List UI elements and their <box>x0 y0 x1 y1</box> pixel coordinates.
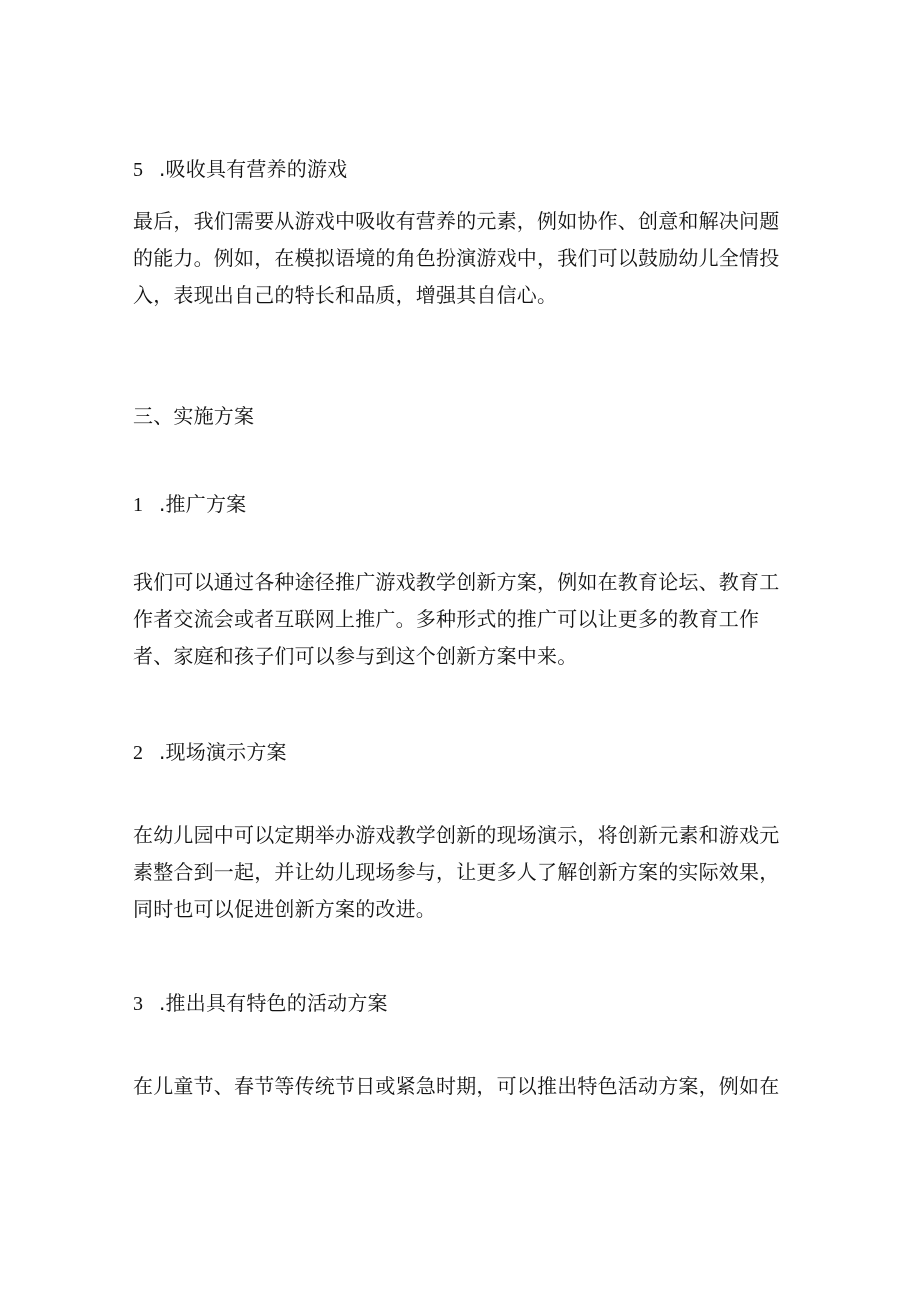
paragraph-line: 在幼儿园中可以定期举办游戏教学创新的现场演示，将创新元素和游戏元 <box>133 823 780 847</box>
section-title: .推广方案 <box>159 492 247 516</box>
paragraph-3 <box>133 1068 793 1105</box>
section-heading-1 <box>133 486 793 524</box>
section-title: .推出具有特色的活动方案 <box>159 991 388 1015</box>
section-heading-2 <box>133 734 793 772</box>
part-title: 三、实施方案 <box>133 404 255 428</box>
paragraph-line: 的能力。例如，在模拟语境的角色扮演游戏中，我们可以鼓励幼儿全情投 <box>133 246 780 270</box>
paragraph-1 <box>133 564 793 675</box>
section-number: 2 <box>133 742 144 764</box>
section-heading-3 <box>133 985 793 1023</box>
section-number: 3 <box>133 993 144 1015</box>
section-number: 1 <box>133 494 144 516</box>
paragraph-line: 我们可以通过各种途径推广游戏教学创新方案，例如在教育论坛、教育工 <box>133 570 780 594</box>
paragraph-line: 者、家庭和孩子们可以参与到这个创新方案中来。 <box>133 644 578 668</box>
paragraph-line: 素整合到一起，并让幼儿现场参与，让更多人了解创新方案的实际效果， <box>133 860 780 884</box>
section-title: .吸收具有营养的游戏 <box>159 157 348 181</box>
section-number: 5 <box>133 159 144 181</box>
paragraph-line: 最后，我们需要从游戏中吸收有营养的元素，例如协作、创意和解决问题 <box>133 209 780 233</box>
paragraph-line: 同时也可以促进创新方案的改进。 <box>133 897 436 921</box>
paragraph-line: 在儿童节、春节等传统节日或紧急时期，可以推出特色活动方案，例如在 <box>133 1074 780 1098</box>
paragraph-line: 作者交流会或者互联网上推广。多种形式的推广可以让更多的教育工作 <box>133 607 760 631</box>
paragraph-2 <box>133 817 793 928</box>
section-title: .现场演示方案 <box>159 740 287 764</box>
part-heading <box>133 398 793 435</box>
paragraph-line: 入，表现出自己的特长和品质，增强其自信心。 <box>133 283 558 307</box>
paragraph-5 <box>133 203 793 314</box>
section-heading-5 <box>133 151 793 189</box>
